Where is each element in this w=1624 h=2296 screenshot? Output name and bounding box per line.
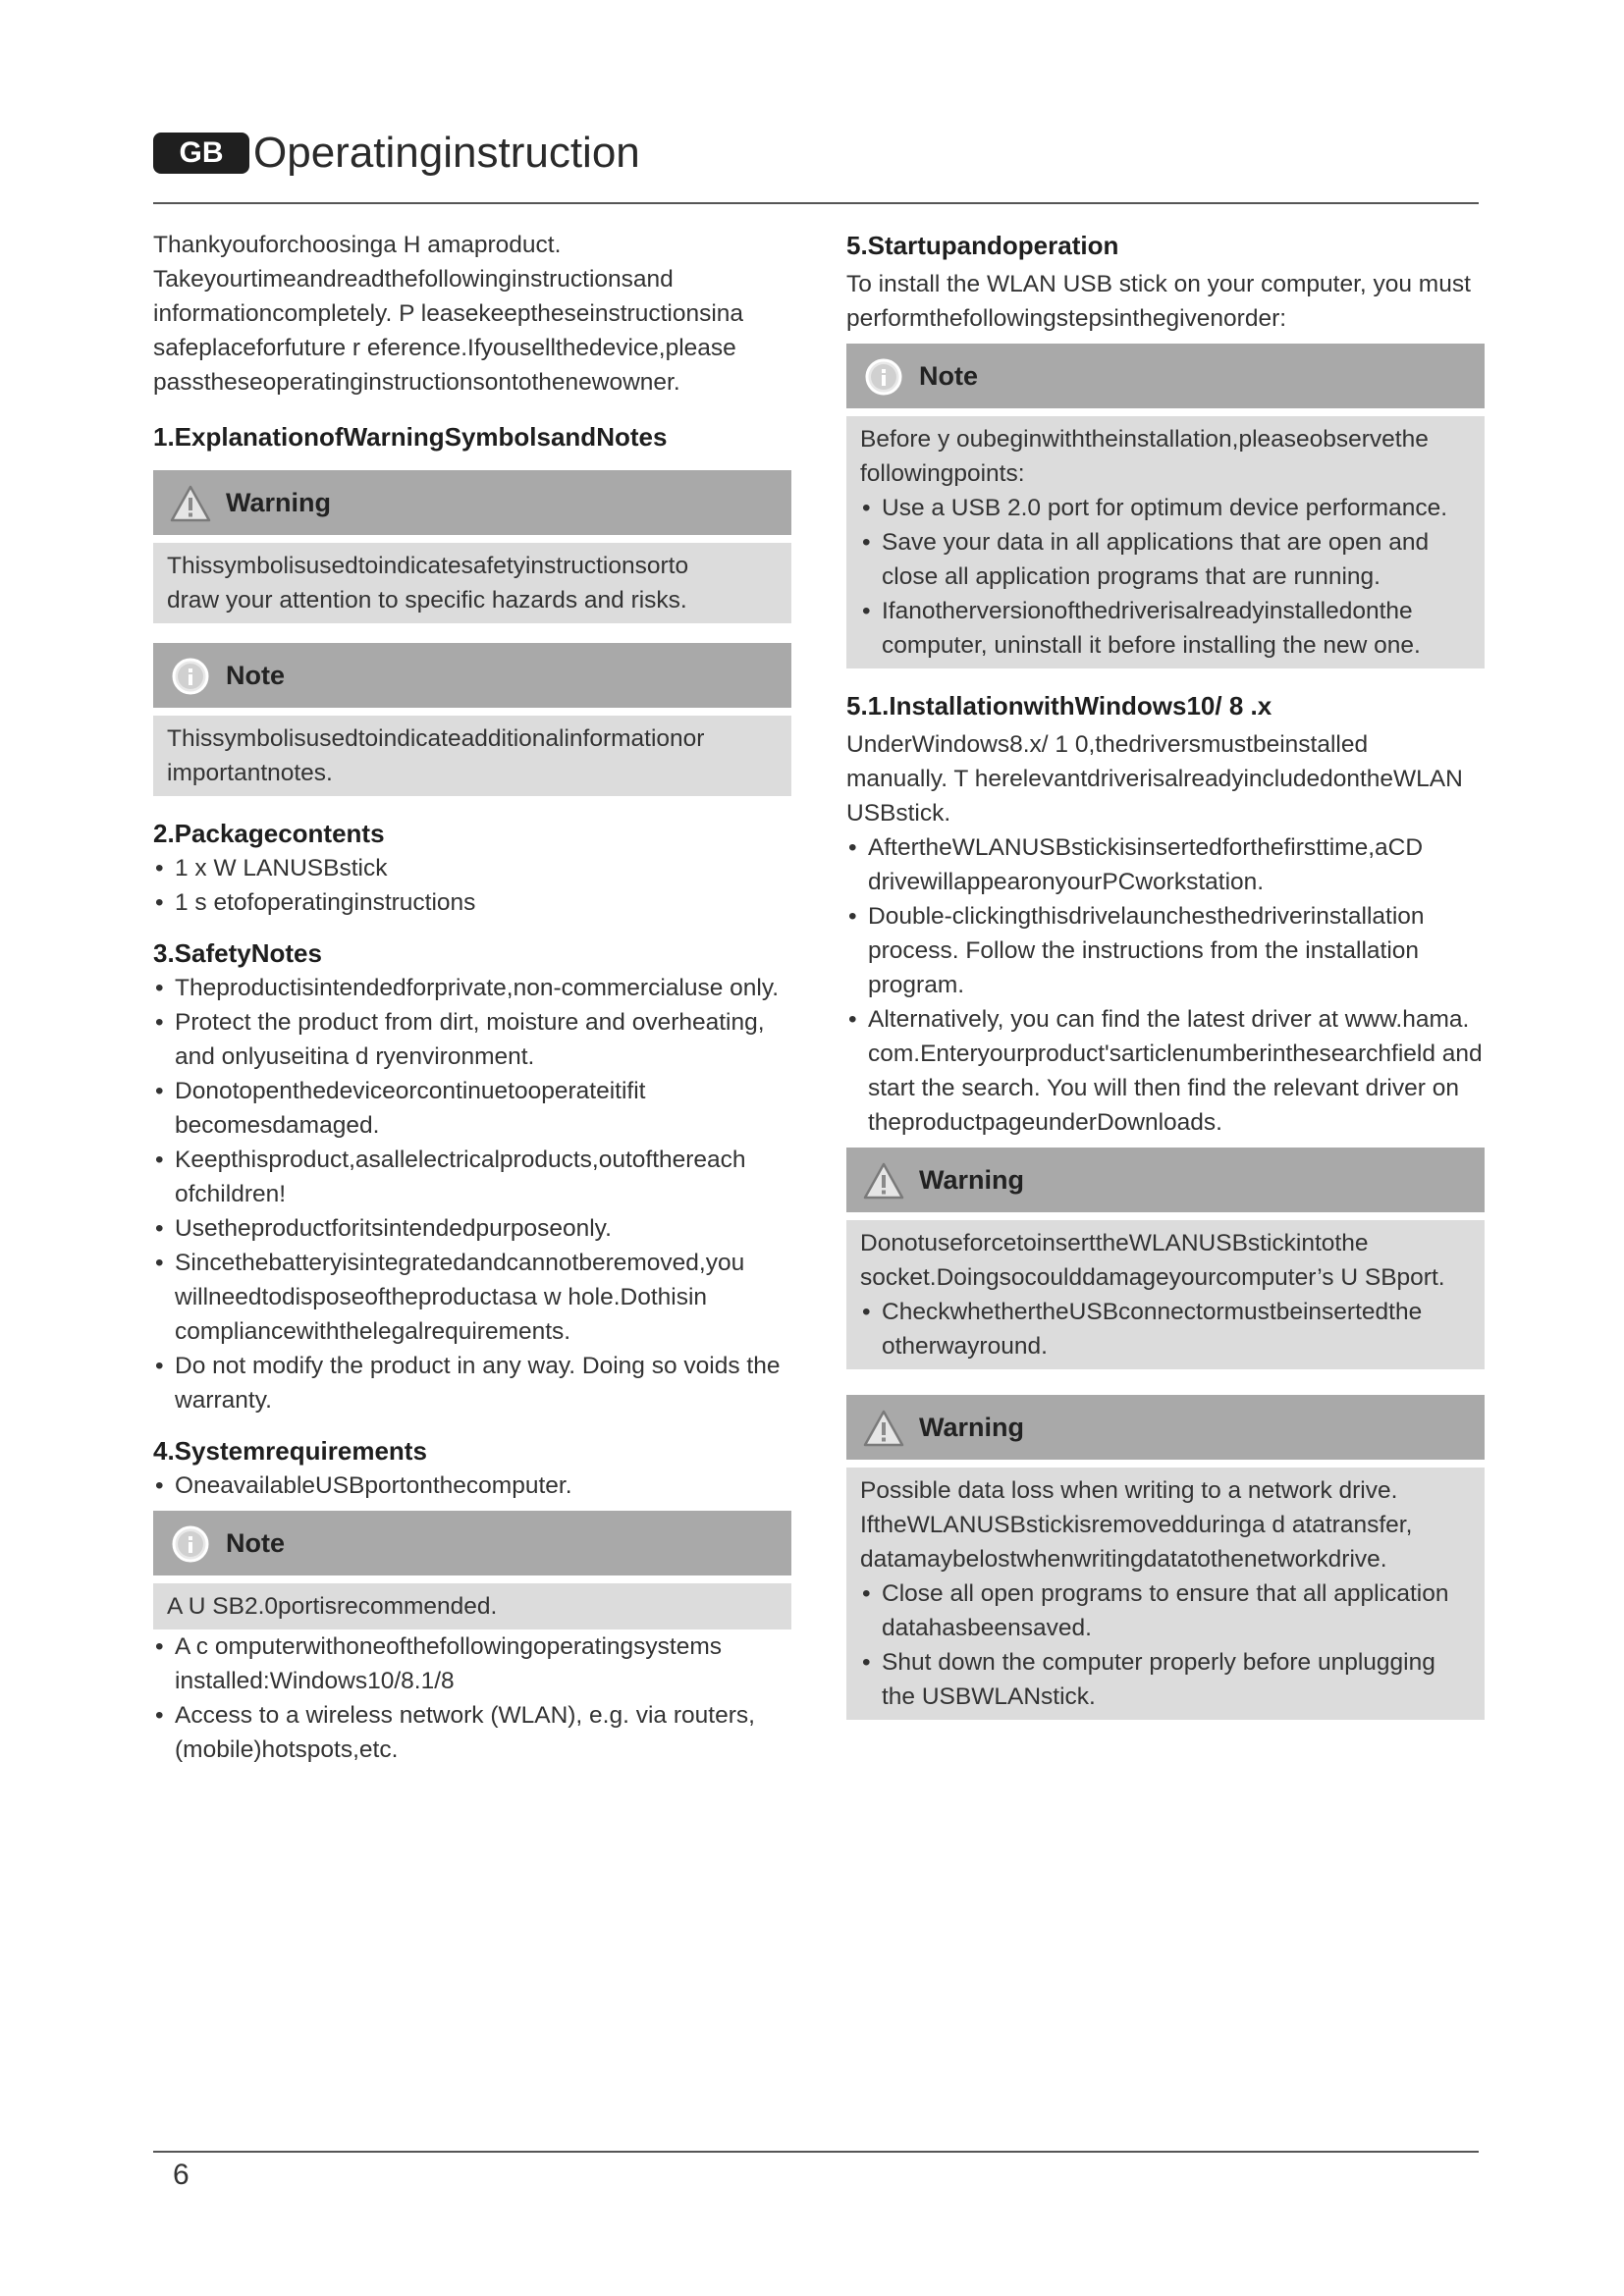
footer-divider <box>153 2151 1479 2153</box>
list-item: • Sincethebatteryisintegratedandcannotberemoved,you willneedtodisposeoftheproductasa w hole.Dothisin compliancewiththelegalrequirements. <box>153 1246 791 1349</box>
windows-intro-line: UnderWindows8.x/ 1 0,thedriversmustbeinstalled <box>846 731 1369 758</box>
list-item: • Usetheproductforitsintendedpurposeonly. <box>153 1211 791 1246</box>
windows-intro-line: manually. T herelevantdriverisalreadyincludedontheWLAN <box>846 766 1463 792</box>
warning-box-insert <box>846 1148 1485 1369</box>
intro-paragraph <box>153 228 791 400</box>
list-item: • Do not modify the product in any way. Doing so voids the warranty. <box>153 1349 791 1417</box>
note-text-line: A U SB2.0portisrecommended. <box>167 1593 498 1620</box>
warning-box-symbols <box>153 470 791 623</box>
intro-line: passtheseoperatinginstructionsontothenewowner. <box>153 369 680 396</box>
list-item: • Alternatively, you can find the latest driver at www.hama. com.Enteryourproduct'sarticlenumberinthesearchfield and start the search. You will then find the relevant driver on theproductpageunderDownloads. <box>846 1002 1485 1140</box>
warning-label: Warning <box>226 488 331 517</box>
list-item: • Donotopenthedeviceorcontinuetooperateitifit becomesdamaged. <box>153 1074 791 1143</box>
warning-box-data-loss <box>846 1395 1485 1720</box>
language-badge: GB <box>153 133 249 174</box>
list-item: • AftertheWLANUSBstickisinsertedforthefirsttime,aCD drivewillappearonyourPCworkstation. <box>846 830 1485 899</box>
section-heading-windows-install: 5.1.InstallationwithWindows10/ 8 .x <box>846 691 1272 721</box>
warning-list <box>860 1295 1471 1363</box>
warning-text-line: DonotuseforcetoinserttheWLANUSBstickintothe <box>860 1230 1369 1256</box>
header-divider <box>153 202 1479 204</box>
note-box-usb <box>153 1511 791 1629</box>
intro-line: Thankyouforchoosinga H amaproduct. <box>153 232 562 258</box>
system-requirements-list <box>153 1468 791 1503</box>
startup-intro-line: performthefollowingstepsinthegivenorder: <box>846 305 1287 332</box>
list-item: • Access to a wireless network (WLAN), e.g. via routers, (mobile)hotspots,etc. <box>153 1698 791 1767</box>
safety-notes-list <box>153 971 791 1417</box>
note-box-installation <box>846 344 1485 668</box>
list-item: • Protect the product from dirt, moisture and overheating, and onlyuseitina d ryenvironment. <box>153 1005 791 1074</box>
section-heading-system-requirements: 4.Systemrequirements <box>153 1436 427 1466</box>
note-box-symbols <box>153 643 791 796</box>
list-item: • 1 s etofoperatinginstructions <box>153 885 791 920</box>
warning-text-line: Possible data loss when writing to a network drive. <box>860 1477 1398 1504</box>
document-title: Operatinginstruction <box>253 129 640 177</box>
note-box-header <box>846 344 1485 408</box>
info-circle-icon <box>169 657 212 696</box>
warning-box-header <box>846 1148 1485 1212</box>
warning-label: Warning <box>919 1413 1024 1442</box>
section-heading-startup: 5.Startupandoperation <box>846 231 1119 260</box>
warning-text-line: IftheWLANUSBstickisremovedduringa d atatransfer, <box>860 1512 1413 1538</box>
list-item: • Keepthisproduct,asallelectricalproducts,outofthereach ofchildren! <box>153 1143 791 1211</box>
warning-triangle-icon <box>862 1409 905 1448</box>
note-text-line: Thissymbolisusedtoindicateadditionalinformationor <box>167 725 705 752</box>
left-column <box>153 228 791 1767</box>
page-number: 6 <box>173 2159 189 2191</box>
warning-box-body <box>846 1220 1485 1369</box>
section-heading-warning-symbols: 1.ExplanationofWarningSymbolsandNotes <box>153 422 668 452</box>
warning-text-line: draw your attention to specific hazards and risks. <box>167 587 687 614</box>
warning-label: Warning <box>919 1165 1024 1195</box>
startup-intro-line: To install the WLAN USB stick on your computer, you must <box>846 271 1471 297</box>
page-header <box>153 126 1479 204</box>
note-text-line: followingpoints: <box>860 460 1025 487</box>
note-list <box>860 491 1471 663</box>
warning-box-header <box>153 470 791 535</box>
warning-box-header <box>846 1395 1485 1460</box>
note-label: Note <box>226 1528 285 1558</box>
intro-line: safeplaceforfuture r eference.Ifyousellthedevice,please <box>153 335 736 361</box>
note-box-body <box>846 416 1485 668</box>
warning-text-line: socket.Doingsocoulddamageyourcomputer’s U SBport. <box>860 1264 1445 1291</box>
list-item: • 1 x W LANUSBstick <box>153 851 791 885</box>
note-box-header <box>153 643 791 708</box>
warning-box-body <box>153 543 791 623</box>
list-item: • A c omputerwithoneofthefollowingoperatingsystems installed:Windows10/8.1/8 <box>153 1629 791 1698</box>
warning-box-body <box>846 1468 1485 1720</box>
windows-install-steps <box>846 830 1485 1140</box>
list-item: • Ifanotherversionofthedriverisalreadyinstalledonthe computer, uninstall it before installing the new one. <box>860 594 1471 663</box>
intro-line: Takeyourtimeandreadthefollowinginstructionsand <box>153 266 674 293</box>
note-label: Note <box>919 361 978 391</box>
note-box-header <box>153 1511 791 1575</box>
warning-triangle-icon <box>169 484 212 523</box>
warning-text-line: datamaybelostwhenwritingdatatothenetworkdrive. <box>860 1546 1387 1573</box>
system-requirements-list-continued <box>153 1629 791 1767</box>
note-text-line: Before y oubeginwiththeinstallation,pleaseobservethe <box>860 426 1429 453</box>
info-circle-icon <box>862 357 905 397</box>
warning-triangle-icon <box>862 1161 905 1201</box>
warning-text-line: Thissymbolisusedtoindicatesafetyinstructionsorto <box>167 553 689 579</box>
note-box-body <box>153 716 791 796</box>
windows-intro-line: USBstick. <box>846 800 951 827</box>
list-item: • OneavailableUSBportonthecomputer. <box>153 1468 791 1503</box>
section-heading-package-contents: 2.Packagecontents <box>153 819 385 848</box>
section-heading-safety-notes: 3.SafetyNotes <box>153 938 322 968</box>
package-contents-list <box>153 851 791 920</box>
list-item: • CheckwhethertheUSBconnectormustbeinsertedthe otherwayround. <box>860 1295 1471 1363</box>
note-box-body <box>153 1583 791 1629</box>
list-item: • Double-clickingthisdrivelaunchesthedriverinstallation process. Follow the instructions from the installation program. <box>846 899 1485 1002</box>
list-item: • Close all open programs to ensure that all application datahasbeensaved. <box>860 1576 1471 1645</box>
note-label: Note <box>226 661 285 690</box>
right-column <box>846 228 1485 1720</box>
list-item: • Use a USB 2.0 port for optimum device performance. <box>860 491 1471 525</box>
list-item: • Shut down the computer properly before unplugging the USBWLANstick. <box>860 1645 1471 1714</box>
warning-list <box>860 1576 1471 1714</box>
note-text-line: importantnotes. <box>167 760 333 786</box>
info-circle-icon <box>169 1524 212 1564</box>
intro-line: informationcompletely. P leasekeeptheseinstructionsina <box>153 300 744 327</box>
list-item: • Theproductisintendedforprivate,non-commercialuse only. <box>153 971 791 1005</box>
list-item: • Save your data in all applications that are open and close all application programs that are running. <box>860 525 1471 594</box>
